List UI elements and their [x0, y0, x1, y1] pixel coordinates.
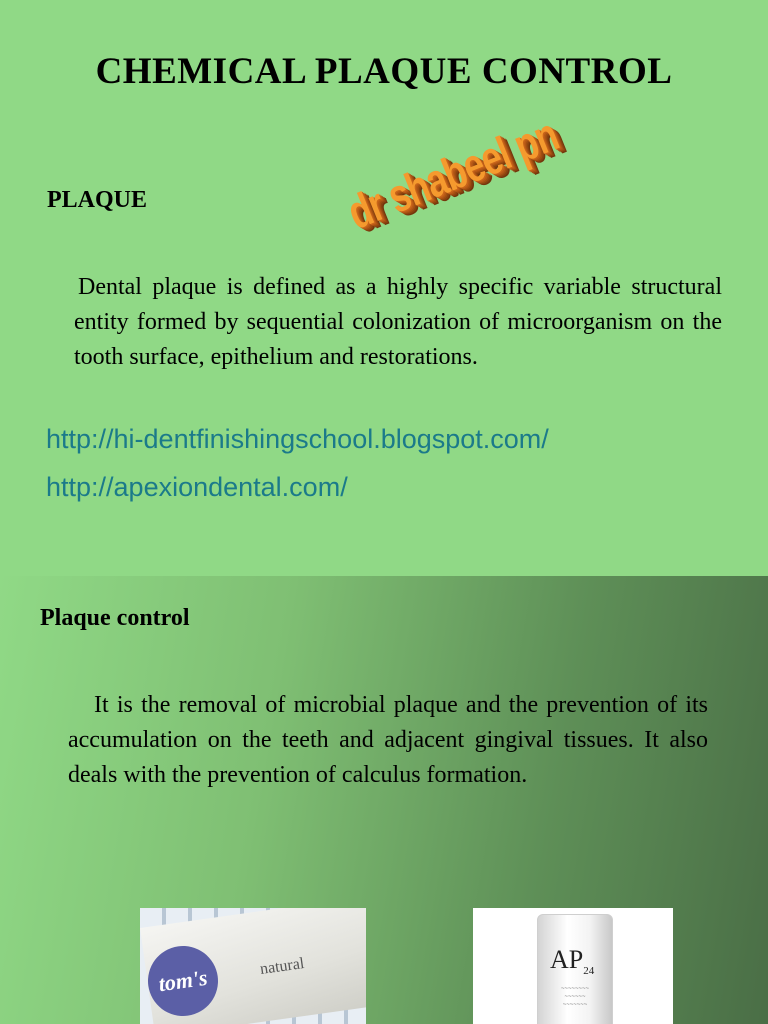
ap24-tube	[537, 914, 613, 1024]
ap24-logo	[550, 945, 594, 977]
page-title: CHEMICAL PLAQUE CONTROL	[95, 51, 673, 92]
plaque-heading: PLAQUE	[47, 187, 148, 213]
ap24-tube-image	[473, 908, 673, 1024]
blog-link[interactable]: http://hi-dentfinishingschool.blogspot.com/	[46, 424, 549, 454]
apexion-link[interactable]: http://apexiondental.com/	[46, 472, 348, 502]
ap24-tube-fineprint: ~~~~~~~~ ~~~~~~ ~~~~~~~	[560, 986, 590, 1008]
toothpaste-box-image	[140, 908, 366, 1024]
plaque-definition: Dental plaque is defined as a highly specific variable structural entity formed by sequential colonization of microorganism on the tooth surface, epithelium and restorations.	[74, 274, 722, 370]
plaque-control-definition: It is the removal of microbial plaque and the prevention of its accumulation on the teeth and adjacent gingival tissues. It also deals with the prevention of calculus formation.	[68, 692, 708, 788]
author-wordart: dr shabeel pn	[340, 107, 565, 240]
toothpaste-brand-logo: tom's	[143, 941, 222, 1020]
toothpaste-label: natural	[258, 954, 306, 979]
plaque-control-heading: Plaque control	[40, 605, 190, 631]
ap24-brand: AP	[550, 945, 584, 974]
ap24-subscript: 24	[583, 965, 595, 978]
